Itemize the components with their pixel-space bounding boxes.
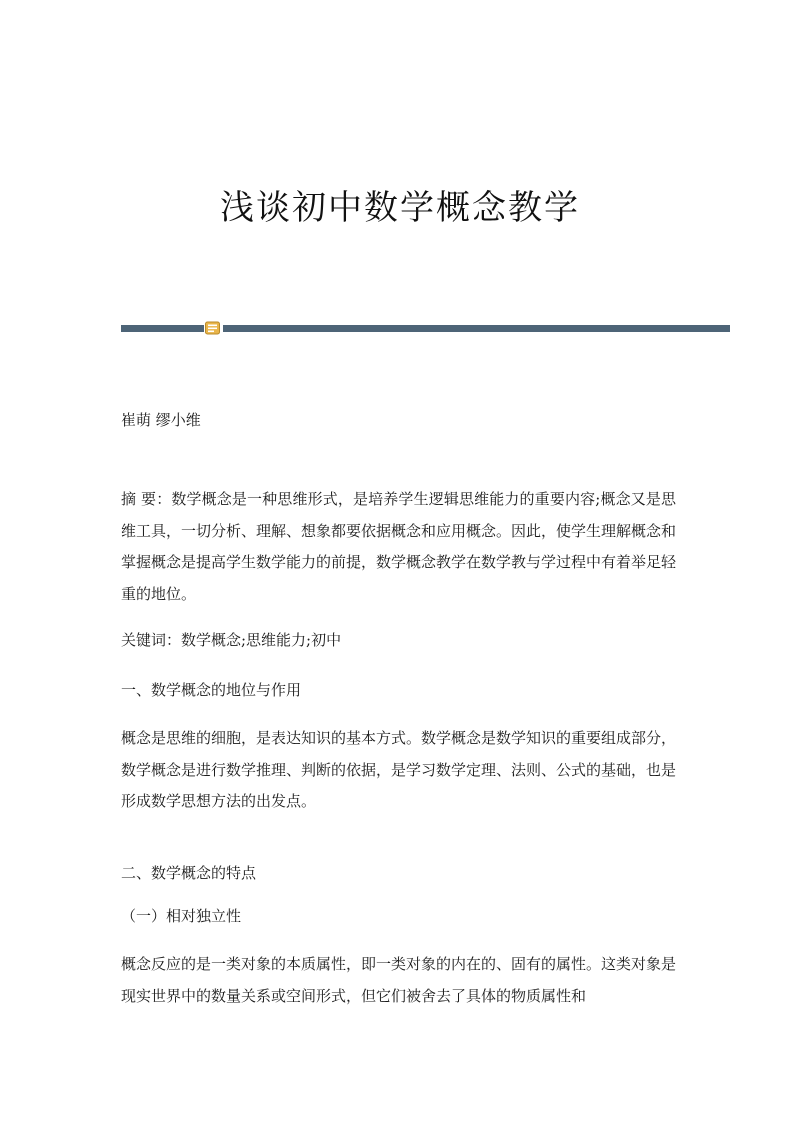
author-line: 崔萌 缪小维: [121, 411, 201, 429]
document-emblem-icon: [205, 321, 220, 335]
abstract-paragraph: 摘 要：数学概念是一种思维形式，是培养学生逻辑思维能力的重要内容;概念又是思维工具，一切分析、理解、想象都要依据概念和应用概念。因此，使学生理解概念和掌握概念是提高学生数学能力的前提，数学概念教学在数学教与学过程中有着举足轻重的地位。: [121, 490, 677, 603]
section-paragraph-role: 概念是思维的细胞，是表达知识的基本方式。数学概念是数学知识的重要组成部分，数学概念是进行数学推理、判断的依据，是学习数学定理、法则、公式的基础，也是形成数学思想方法的出发点。: [121, 729, 677, 810]
keywords-line: 关键词：数学概念;思维能力;初中: [121, 631, 342, 649]
subsection-paragraph-independence: 概念反应的是一类对象的本质属性，即一类对象的内在的、固有的属性。这类对象是现实世界中的数量关系或空间形式，但它们被舍去了具体的物质属性和: [121, 955, 677, 1005]
section-heading-characteristics: 二、数学概念的特点: [121, 864, 257, 882]
subsection-heading-independence: （一）相对独立性: [121, 907, 242, 925]
title-divider-right: [223, 325, 730, 332]
section-heading-role: 一、数学概念的地位与作用: [121, 681, 302, 699]
document-title: 浅谈初中数学概念教学: [220, 188, 580, 228]
title-divider-left: [121, 325, 204, 332]
